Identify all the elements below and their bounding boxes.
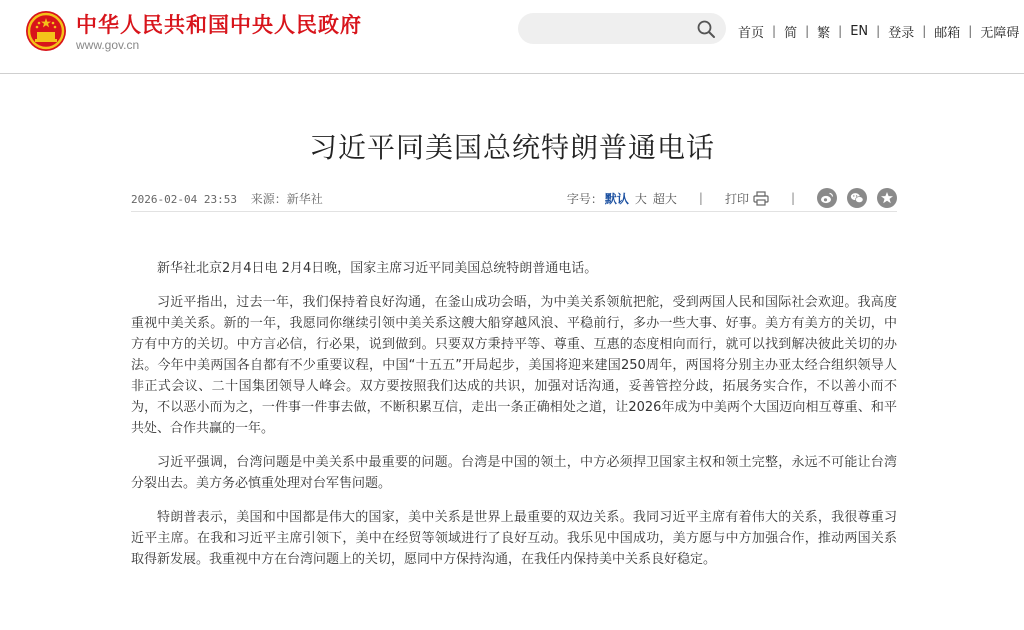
article-paragraph: 特朗普表示，美国和中国都是伟大的国家，美中关系是世界上最重要的双边关系。我同习近平主席有着伟大的关系，我很尊重习近平主席。在我和习近平主席引领下，美中在经贸等领域进行了良好互动。我乐见中国成功，美方愿与中方加强合作，推动两国关系取得新发展。我重视中方在台湾问题上的关切，愿同中方保持沟通，在我任内保持美中关系良好稳定。 [131, 510, 897, 567]
article-paragraph: 习近平指出，过去一年，我们保持着良好沟通，在釜山成功会晤，为中美关系领航把舵，受到两国人民和国际社会欢迎。我高度重视中美关系。新的一年，我愿同你继续引领中美关系这艘大船穿越风浪、平稳前行，多办一些大事、好事。美方有美方的关切，中方有中方的关切。中方言必信，行必果，说到做到。只要双方秉持平等、尊重、互惠的态度相向而行，就可以找到解决彼此关切的办法。今年中美两国各自都有不少重要议程，中国“十五五”开局起步，美国将迎来建国250周年，两国将分别主办亚太经合组织领导人非正式会议、二十国集团领导人峰会。双方要按照我们达成的共识，加强对话沟通，妥善管控分歧，拓展务实合作，不以善小而不为，不以恶小而为之，一件事一件事去做，不断积累互信，走出一条正确相处之道，让2026年成为中美两个大国迈向相互尊重、和平共处、合作共赢的一年。 [131, 295, 897, 436]
favorite-star-icon[interactable] [877, 188, 897, 208]
wechat-icon[interactable] [847, 188, 867, 208]
print-button[interactable] [725, 190, 769, 207]
nav-english-link[interactable]: EN [850, 23, 869, 39]
nav-simplified-link[interactable]: 简 [784, 25, 798, 41]
tools-separator: | [698, 191, 703, 205]
nav-accessibility-link[interactable]: 无障碍 [980, 25, 1020, 41]
nav-separator: | [968, 24, 973, 38]
nav-separator: | [876, 24, 881, 38]
top-nav [738, 22, 1019, 40]
font-size-xlarge-option[interactable]: 超大 [652, 191, 677, 206]
site-header [0, 0, 1024, 74]
font-size-default-option[interactable]: 默认 [604, 191, 629, 206]
article-source: 来源：新华社 [250, 192, 323, 206]
site-title[interactable]: 中华人民共和国中央人民政府 [76, 13, 362, 37]
printer-icon [753, 191, 769, 206]
font-size-label: 字号： [566, 191, 603, 206]
article-paragraph: 新华社北京2月4日电 2月4日晚，国家主席习近平同美国总统特朗普通电话。 [157, 261, 598, 276]
article-meta-info [131, 190, 323, 207]
search-icon[interactable] [696, 19, 716, 39]
article-meta-bar [131, 186, 897, 212]
site-domain: www.gov.cn [76, 38, 140, 52]
article-tools [567, 186, 897, 210]
nav-login-link[interactable]: 登录 [888, 25, 915, 41]
nav-separator: | [922, 24, 927, 38]
article-datetime: 2026-02-04 23:53 [131, 193, 237, 206]
search-box [518, 13, 726, 44]
font-size-large-option[interactable]: 大 [634, 191, 647, 206]
article-paragraph: 习近平强调，台湾问题是中美关系中最重要的问题。台湾是中国的领土，中方必须捍卫国家主权和领土完整，永远不可能让台湾分裂出去。美方务必慎重处理对台军售问题。 [131, 455, 897, 491]
nav-home-link[interactable]: 首页 [738, 25, 765, 41]
article-body [131, 258, 897, 583]
nav-separator: | [805, 24, 810, 38]
nav-traditional-link[interactable]: 繁 [817, 25, 831, 41]
print-label: 打印 [724, 191, 749, 206]
weibo-icon[interactable] [817, 188, 837, 208]
national-emblem-logo[interactable] [25, 10, 67, 52]
nav-separator: | [838, 24, 843, 38]
nav-mailbox-link[interactable]: 邮箱 [934, 25, 961, 41]
nav-separator: | [772, 24, 777, 38]
article-title: 习近平同美国总统特朗普通电话 [308, 131, 715, 164]
search-input[interactable] [532, 19, 692, 38]
tools-separator: | [790, 191, 795, 205]
